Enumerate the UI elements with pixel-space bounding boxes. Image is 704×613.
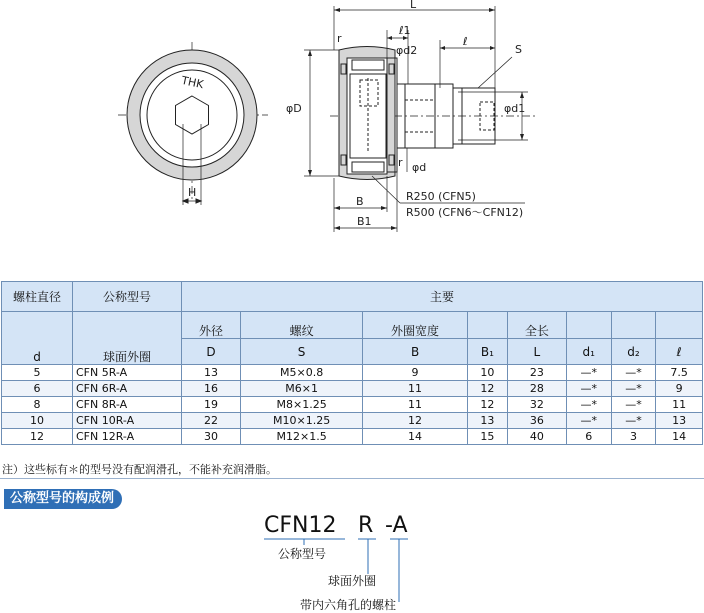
table-row <box>2 397 703 413</box>
cell-B1: 10 <box>467 365 507 381</box>
cell-D: 30 <box>182 429 241 445</box>
cell-l: 14 <box>656 429 703 445</box>
header-spherical: 球面外圈 <box>102 350 151 364</box>
model-code-composition <box>250 508 450 613</box>
header-col-sym: L <box>507 339 566 365</box>
header-col-sym: D <box>182 339 241 365</box>
cell-D: 19 <box>182 397 241 413</box>
cell-l: 7.5 <box>656 365 703 381</box>
cell-d1: —* <box>566 413 611 429</box>
code-main: CFN12 <box>264 513 337 538</box>
label-S: S <box>515 43 522 56</box>
label-d: φd <box>412 161 427 174</box>
header-stud-diameter: 螺柱直径 <box>2 282 73 312</box>
header-spherical-cell <box>73 312 182 365</box>
cell-l: 11 <box>656 397 703 413</box>
cell-L: 28 <box>507 381 566 397</box>
cell-D: 22 <box>182 413 241 429</box>
cell-d2: —* <box>611 413 656 429</box>
cell-S: M12×1.5 <box>241 429 363 445</box>
label-d2: φd2 <box>396 44 418 57</box>
cell-d: 12 <box>2 429 73 445</box>
table-row <box>2 429 703 445</box>
header-col-name: 全长 <box>507 312 566 339</box>
divider <box>0 478 704 479</box>
header-col-name <box>656 312 703 339</box>
cell-d: 8 <box>2 397 73 413</box>
cell-L: 32 <box>507 397 566 413</box>
footnote: 注）这些标有＊的型号没有配润滑孔，不能补充润滑脂。 <box>2 463 277 476</box>
technical-drawing <box>0 0 704 270</box>
label-D: φD <box>286 102 302 115</box>
cell-model: CFN 5R-A <box>73 365 182 381</box>
table-row <box>2 413 703 429</box>
cell-d: 5 <box>2 365 73 381</box>
header-col-sym: d₁ <box>566 339 611 365</box>
section-title: 公称型号的构成例 <box>4 489 122 509</box>
cell-l: 13 <box>656 413 703 429</box>
cell-L: 36 <box>507 413 566 429</box>
label-hex-stud: 带内六角孔的螺柱 <box>300 598 397 612</box>
cell-d2: —* <box>611 365 656 381</box>
cell-S: M10×1.25 <box>241 413 363 429</box>
header-col-sym: S <box>241 339 363 365</box>
cell-d: 6 <box>2 381 73 397</box>
label-d1: φd1 <box>504 102 526 115</box>
cell-d2: 3 <box>611 429 656 445</box>
code-r: R <box>358 513 374 538</box>
header-d: d <box>33 350 41 364</box>
cell-model: CFN 6R-A <box>73 381 182 397</box>
header-col-name: 外径 <box>182 312 241 339</box>
header-col-sym: d₂ <box>611 339 656 365</box>
cell-B: 9 <box>363 365 468 381</box>
header-col-sym: B <box>363 339 468 365</box>
label-B1: B1 <box>357 215 372 228</box>
table-row <box>2 381 703 397</box>
label-B: B <box>356 195 364 208</box>
cell-d1: —* <box>566 365 611 381</box>
label-l: ℓ <box>463 35 468 48</box>
cell-S: M5×0.8 <box>241 365 363 381</box>
cell-B1: 12 <box>467 381 507 397</box>
cell-d: 10 <box>2 413 73 429</box>
front-view <box>118 42 268 205</box>
header-main: 主要 <box>182 282 703 312</box>
cell-L: 40 <box>507 429 566 445</box>
label-r500: R500 (CFN6～CFN12) <box>406 206 524 219</box>
cell-S: M6×1 <box>241 381 363 397</box>
label-spherical: 球面外圈 <box>328 574 377 588</box>
header-col-name <box>467 312 507 339</box>
label-h: H <box>188 186 197 199</box>
cell-d1: —* <box>566 397 611 413</box>
label-r-bottom: r <box>398 156 403 169</box>
cell-S: M8×1.25 <box>241 397 363 413</box>
cell-model: CFN 10R-A <box>73 413 182 429</box>
table-row <box>2 365 703 381</box>
cell-d2: —* <box>611 397 656 413</box>
cell-model: CFN 8R-A <box>73 397 182 413</box>
header-col-name: 螺纹 <box>241 312 363 339</box>
cell-B: 14 <box>363 429 468 445</box>
label-L: L <box>410 0 417 11</box>
label-r-top: r <box>337 32 342 45</box>
code-a: -A <box>385 513 408 538</box>
label-l1: ℓ1 <box>399 24 411 37</box>
cell-d2: —* <box>611 381 656 397</box>
cell-B: 11 <box>363 381 468 397</box>
cell-l: 9 <box>656 381 703 397</box>
header-col-sym: ℓ <box>656 339 703 365</box>
header-col-name: 外圈宽度 <box>363 312 468 339</box>
cell-D: 16 <box>182 381 241 397</box>
cell-d1: —* <box>566 381 611 397</box>
cell-B: 11 <box>363 397 468 413</box>
cell-L: 23 <box>507 365 566 381</box>
cell-D: 13 <box>182 365 241 381</box>
header-col-name <box>611 312 656 339</box>
cell-B1: 15 <box>467 429 507 445</box>
header-col-sym: B₁ <box>467 339 507 365</box>
cell-B: 12 <box>363 413 468 429</box>
cell-model: CFN 12R-A <box>73 429 182 445</box>
spec-table <box>1 281 703 445</box>
header-model: 公称型号 <box>73 282 182 312</box>
header-d-cell <box>2 312 73 365</box>
cell-B1: 12 <box>467 397 507 413</box>
thk-logo-text: THK <box>180 73 205 92</box>
cell-d1: 6 <box>566 429 611 445</box>
header-col-name <box>566 312 611 339</box>
label-model: 公称型号 <box>278 547 327 561</box>
label-r250: R250 (CFN5) <box>406 190 476 203</box>
cell-B1: 13 <box>467 413 507 429</box>
